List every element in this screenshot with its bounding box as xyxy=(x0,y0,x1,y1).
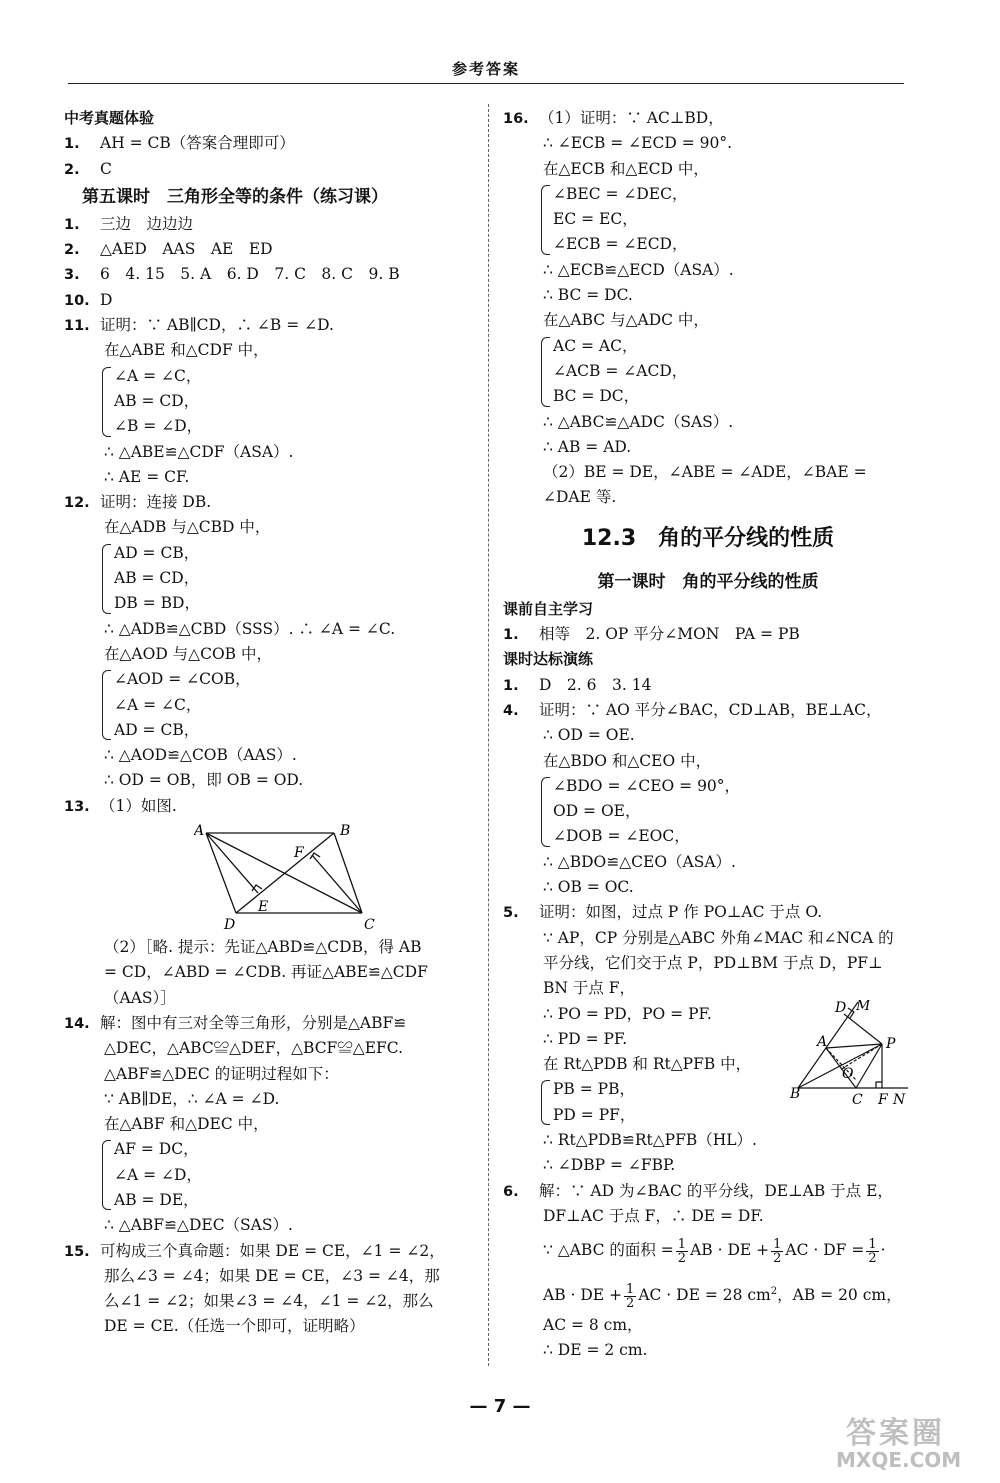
item-number: 11. xyxy=(64,318,90,335)
answer-line: ∵ AP，CP 分别是△ABC 外角∠MAC 和∠NCA 的 xyxy=(543,928,894,947)
answer-item xyxy=(64,262,474,287)
brace-symbol xyxy=(102,367,111,437)
section-title: 12.3 角的平分线的性质 xyxy=(581,525,835,551)
system-line: ∠AOD = ∠COB， xyxy=(114,670,251,689)
formula-part: ，AB = 20 cm， xyxy=(777,1286,902,1305)
answer-line: ∴ △ECB≌△ECD（ASA）. xyxy=(543,260,734,279)
item-number: 12. xyxy=(64,495,90,512)
item-text: D xyxy=(100,290,113,309)
system-line: ∠A = ∠D， xyxy=(114,1165,202,1184)
answer-line: ∴ △AOD≌△COB（AAS）. xyxy=(104,746,297,765)
header-title: 参考答案 xyxy=(451,60,520,78)
fig13-label-A: A xyxy=(194,823,205,840)
fig13-label-C: C xyxy=(364,917,375,932)
fig5-label-P: P xyxy=(886,1036,896,1052)
item-number: 2. xyxy=(64,161,80,178)
brace-symbol xyxy=(541,777,550,847)
answer-item xyxy=(503,106,913,131)
fraction-denominator: 2 xyxy=(626,1295,635,1311)
right-column xyxy=(503,106,913,1364)
item-text: 相等 2. OP 平分∠MON PA = PB xyxy=(539,625,800,644)
item-number: 2. xyxy=(64,242,80,259)
item-number: 1. xyxy=(503,677,519,694)
answer-item xyxy=(64,490,474,515)
formula-part: AB · DE + xyxy=(543,1286,623,1305)
item-text: 可构成三个真命题：如果 DE = CE，∠1 = ∠2， xyxy=(100,1241,445,1260)
answer-line: ∴ △BDO≌△CEO（ASA）. xyxy=(543,852,736,871)
item-text: D 2. 6 3. 14 xyxy=(539,675,652,694)
system-line: AB = CD， xyxy=(114,569,200,588)
equation-system xyxy=(64,364,474,440)
system-line: DB = BD， xyxy=(114,594,200,613)
equation-system xyxy=(503,182,913,258)
answer-line: 在△ABF 和△DEC 中， xyxy=(104,1115,269,1134)
system-line: AD = CB， xyxy=(114,720,200,739)
item-number: 5. xyxy=(503,905,519,922)
section-heading: 课时达标演练 xyxy=(503,650,594,669)
formula-part: ∵ △ABC 的面积 = xyxy=(543,1241,674,1260)
answer-line: （2）BE = DE，∠ABE = ∠ADE，∠BAE = xyxy=(543,463,867,482)
item-text: 证明：连接 DB. xyxy=(100,493,212,512)
area-formula-line1 xyxy=(503,1229,913,1271)
system-line: ∠BEC = ∠DEC， xyxy=(553,184,688,203)
fig13-label-D: D xyxy=(224,917,236,932)
system-line: ∠ACB = ∠ACD， xyxy=(553,361,688,380)
answer-line: ∴ DE = 2 cm. xyxy=(543,1341,648,1360)
answer-line: ∴ Rt△PDB≌Rt△PFB（HL）. xyxy=(543,1130,757,1149)
system-line: AD = CB， xyxy=(114,543,200,562)
answer-line: ∴ PD = PF. xyxy=(543,1029,628,1048)
answer-item xyxy=(503,622,913,647)
answer-line: ∵ AB∥DE，∴ ∠A = ∠D. xyxy=(104,1089,280,1108)
item-number: 1. xyxy=(64,136,80,153)
answer-line: △DEC，△ABC≌△DEF，△BCF≌△EFC. xyxy=(104,1039,404,1058)
item-text: C xyxy=(100,159,112,178)
item-text: 解：∵ AD 为∠BAC 的平分线，DE⊥AB 于点 E， xyxy=(539,1181,893,1200)
item-text: 证明：∵ AB∥CD，∴ ∠B = ∠D. xyxy=(100,316,334,335)
fraction-half xyxy=(624,1283,636,1310)
item-number: 10. xyxy=(64,292,90,309)
page-header xyxy=(68,56,904,86)
answer-line: BN 于点 F， xyxy=(543,979,636,998)
answer-item xyxy=(64,288,474,313)
answer-item xyxy=(64,1011,474,1036)
equation-system xyxy=(503,334,913,410)
item-number: 4. xyxy=(503,702,519,719)
answer-item xyxy=(64,131,474,156)
fraction-half xyxy=(771,1238,783,1265)
answer-line: 在△BDO 和△CEO 中， xyxy=(543,751,712,770)
answer-item xyxy=(64,157,474,182)
answer-item xyxy=(64,1239,474,1264)
item-number: 1. xyxy=(503,627,519,644)
system-line: AB = DE， xyxy=(114,1190,199,1209)
system-line: EC = EC， xyxy=(553,210,638,229)
system-line: OD = OE， xyxy=(553,802,641,821)
fig13-label-B: B xyxy=(340,823,351,840)
answer-line: ∴ △ABC≌△ADC（SAS）. xyxy=(543,412,734,431)
answer-line: ∴ AB = AD. xyxy=(543,437,632,456)
answer-line: ∴ ∠ECB = ∠ECD = 90°. xyxy=(543,134,733,153)
brace-symbol xyxy=(102,1140,111,1210)
answer-line: 在△ADB 与△CBD 中， xyxy=(104,518,271,537)
system-line: BC = DC， xyxy=(553,387,640,406)
lesson-title: 第一课时 角的平分线的性质 xyxy=(597,571,819,592)
answer-line: △ABF≌△DEC 的证明过程如下： xyxy=(104,1064,339,1083)
answer-line: 在△AOD 与△COB 中， xyxy=(104,644,272,663)
fig5-label-N: N xyxy=(893,1092,906,1108)
fraction-half xyxy=(866,1238,878,1265)
item-number: 3. xyxy=(64,267,80,284)
fig5-label-F: F xyxy=(878,1092,888,1108)
page-number: — 7 — xyxy=(469,1396,531,1417)
fig5-label-A: A xyxy=(817,1034,828,1050)
equation-system xyxy=(64,667,474,743)
item-number: 13. xyxy=(64,798,90,815)
fig5-label-O: O xyxy=(842,1066,854,1082)
answer-line: 在 Rt△PDB 和 Rt△PFB 中， xyxy=(543,1055,752,1074)
answer-line: DE = CE.（任选一个即可，证明略） xyxy=(104,1317,365,1336)
fraction-denominator: 2 xyxy=(773,1250,782,1266)
answer-line: AC = 8 cm， xyxy=(543,1316,643,1335)
column-divider xyxy=(488,104,489,1366)
fig5-label-D: D xyxy=(835,1000,847,1016)
item-number: 16. xyxy=(503,111,529,127)
answer-line: ∴ OD = OE. xyxy=(543,726,635,745)
figure-q13-svg xyxy=(194,821,384,931)
figure-q5 xyxy=(790,1000,915,1114)
fraction-numerator: 1 xyxy=(773,1236,782,1252)
formula-part: AC · DF = xyxy=(785,1241,865,1260)
item-text: 证明：如图，过点 P 作 PO⊥AC 于点 O. xyxy=(539,903,823,922)
brace-symbol xyxy=(102,544,111,614)
item-text: 6 4. 15 5. A 6. D 7. C 8. C 9. B xyxy=(100,265,400,284)
formula-part: AB · DE + xyxy=(690,1241,770,1260)
item-number: 6. xyxy=(503,1183,519,1200)
answer-line: ∴ △ABF≌△DEC（SAS）. xyxy=(104,1216,293,1235)
answer-line: （AAS）］ xyxy=(104,988,176,1007)
formula-part: · xyxy=(880,1241,886,1260)
fraction-numerator: 1 xyxy=(677,1236,687,1252)
answer-line: 在△ECB 和△ECD 中， xyxy=(543,159,709,178)
item-number: 15. xyxy=(64,1243,90,1260)
formula-part: AC · DE = 28 cm xyxy=(638,1286,771,1305)
brace-symbol xyxy=(541,185,550,255)
system-line: PB = PB， xyxy=(553,1080,635,1099)
item-number: 1. xyxy=(64,216,80,233)
left-column xyxy=(64,106,474,1340)
system-line: ∠A = ∠C， xyxy=(114,366,202,385)
answer-line: ∴ △ADB≌△CBD（SSS）. ∴ ∠A = ∠C. xyxy=(104,619,396,638)
section-heading: 中考真题体验 xyxy=(64,109,155,127)
fraction-denominator: 2 xyxy=(677,1250,687,1266)
brace-symbol xyxy=(102,670,111,740)
answer-line: ∠DAE 等. xyxy=(543,488,617,507)
equation-system xyxy=(64,541,474,617)
fig5-label-M: M xyxy=(856,1000,871,1014)
answer-line: ∴ PO = PD，PO = PF. xyxy=(543,1004,712,1023)
fraction-denominator: 2 xyxy=(868,1250,877,1266)
section-heading: 课前自主学习 xyxy=(503,599,594,618)
brace-symbol xyxy=(541,1080,550,1125)
header-rule xyxy=(68,83,904,84)
fraction-numerator: 1 xyxy=(626,1281,635,1297)
figure-q5-svg xyxy=(790,1000,915,1110)
system-line: AF = DC， xyxy=(114,1140,199,1159)
system-line: AB = CD， xyxy=(114,391,200,410)
item-text: 三边 边边边 xyxy=(100,214,194,233)
item-text: （1）如图. xyxy=(100,796,177,815)
watermark-line2: MXQE.COM xyxy=(836,1448,962,1472)
system-line: ∠BDO = ∠CEO = 90°， xyxy=(553,776,741,795)
answer-line: DF⊥AC 于点 F，∴ DE = DF. xyxy=(543,1206,764,1225)
answer-line: （2）［略. 提示：先证△ABD≌△CDB，得 AB xyxy=(104,938,422,957)
answer-line: ∴ ∠DBP = ∠FBP. xyxy=(543,1156,676,1175)
fig13-label-E: E xyxy=(258,899,269,916)
answer-item xyxy=(64,212,474,237)
watermark-logo xyxy=(830,1408,995,1478)
answer-item xyxy=(503,900,913,925)
fraction-half xyxy=(676,1238,688,1265)
item-number: 14. xyxy=(64,1015,90,1032)
answer-item xyxy=(64,313,474,338)
answer-line: ∴ OD = OB，即 OB = OD. xyxy=(104,771,304,790)
answer-line: = CD，∠ABD = ∠CDB. 再证△ABE≌△CDF xyxy=(104,963,428,982)
fig13-label-F: F xyxy=(294,845,304,862)
answer-item xyxy=(503,673,913,698)
answer-line: 那么∠3 = ∠4；如果 DE = CE，∠3 = ∠4，那 xyxy=(104,1266,440,1285)
answer-item xyxy=(64,237,474,262)
item-text: △AED AAS AE ED xyxy=(100,240,273,259)
answer-item xyxy=(503,698,913,723)
equation-system xyxy=(64,1137,474,1213)
item-text: 证明：∵ AO 平分∠BAC，CD⊥AB，BE⊥AC， xyxy=(539,700,882,719)
fig5-label-C: C xyxy=(852,1092,863,1108)
answer-line: ∴ OB = OC. xyxy=(543,878,634,897)
fraction-numerator: 1 xyxy=(868,1236,877,1252)
formula-exponent: 2 xyxy=(770,1286,778,1298)
item-text: （1）证明：∵ AC⊥BD， xyxy=(539,109,724,127)
fig5-label-B: B xyxy=(790,1086,801,1102)
answer-line: ∴ BC = DC. xyxy=(543,286,633,305)
answer-line: 平分线，它们交于点 P，PD⊥BM 于点 D，PF⊥ xyxy=(543,953,883,972)
answer-item xyxy=(64,794,474,819)
answer-item xyxy=(503,1179,913,1204)
system-line: ∠DOB = ∠EOC， xyxy=(553,827,690,846)
watermark-line1: 答案圈 xyxy=(846,1416,945,1451)
system-line: AC = AC， xyxy=(553,336,638,355)
brace-symbol xyxy=(541,337,550,407)
item-text: 解：图中有三对全等三角形，分别是△ABF≌ xyxy=(100,1013,407,1032)
answer-line: ∴ AE = CF. xyxy=(104,467,190,486)
area-formula-line2 xyxy=(503,1271,913,1313)
equation-system xyxy=(503,774,913,850)
item-text: AH = CB（答案合理即可） xyxy=(100,134,295,153)
figure-q13 xyxy=(64,819,474,935)
system-line: ∠ECB = ∠ECD， xyxy=(553,235,688,254)
answer-line: 么∠1 = ∠2；如果∠3 = ∠4，∠1 = ∠2，那么 xyxy=(104,1292,434,1311)
answer-line: ∴ △ABE≌△CDF（ASA）. xyxy=(104,442,294,461)
answer-line: 在△ABE 和△CDF 中， xyxy=(104,341,269,360)
system-line: ∠A = ∠C， xyxy=(114,695,202,714)
answer-line: 在△ABC 与△ADC 中， xyxy=(543,311,709,330)
system-line: ∠B = ∠D， xyxy=(114,417,203,436)
lesson-title: 第五课时 三角形全等的条件（练习课） xyxy=(82,186,388,207)
system-line: PD = PF， xyxy=(553,1105,636,1124)
